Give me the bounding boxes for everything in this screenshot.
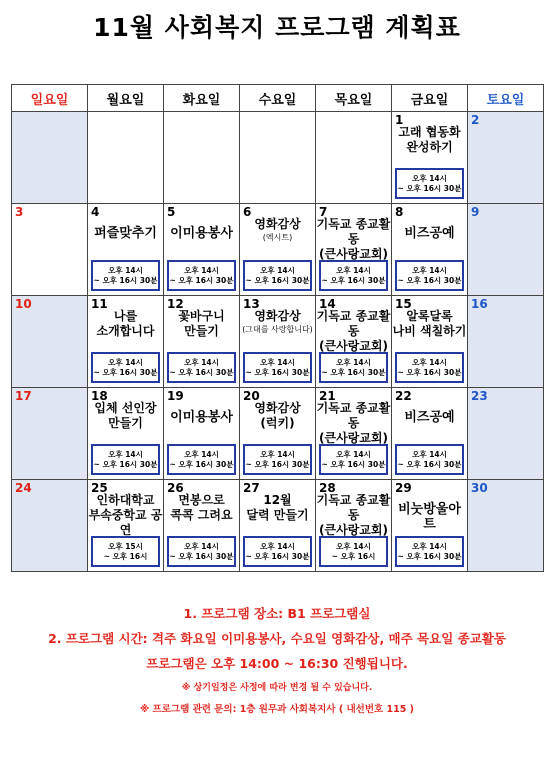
day-cell	[316, 388, 392, 480]
note-place: 1. 프로그램 장소: B1 프로그램실	[183, 606, 371, 621]
time-box	[167, 352, 236, 383]
day-cell	[164, 296, 240, 388]
day-cell	[164, 204, 240, 296]
time-line: ~ 오후 16시 30분	[169, 276, 234, 285]
day-cell	[240, 204, 316, 296]
program-line: 완성하기	[406, 140, 453, 154]
time-line: ~ 오후 16시	[103, 552, 148, 561]
time-line: 오후 14시	[336, 358, 371, 367]
day-number: 12	[167, 297, 184, 311]
day-number: 10	[15, 297, 32, 311]
day-cell	[88, 388, 164, 480]
weekday-saturday: 토요일	[468, 85, 544, 112]
program-name	[164, 410, 239, 425]
day-number: 9	[471, 205, 480, 219]
time-box	[167, 260, 236, 291]
time-box	[167, 536, 236, 567]
day-cell	[164, 112, 240, 204]
program-name	[240, 217, 315, 243]
day-cell	[12, 480, 88, 572]
time-line: ~ 오후 16시 30분	[169, 460, 234, 469]
day-cell	[240, 112, 316, 204]
program-name	[316, 309, 391, 354]
time-line: ~ 오후 16시 30분	[93, 460, 158, 469]
program-line: 기독교 종교활동	[316, 309, 391, 338]
day-number: 30	[471, 481, 488, 495]
day-cell	[88, 112, 164, 204]
time-line: ~ 오후 16시 30분	[321, 276, 386, 285]
time-line: 오후 14시	[108, 450, 143, 459]
day-number: 28	[319, 481, 336, 495]
program-line: 부속중학교 공연	[88, 508, 163, 537]
time-line: 오후 14시	[184, 542, 219, 551]
time-line: 오후 14시	[412, 450, 447, 459]
time-line: 오후 14시	[260, 358, 295, 367]
program-line: 비즈공예	[404, 410, 455, 425]
program-line: 나비 색칠하기	[392, 324, 467, 338]
time-line: ~ 오후 16시 30분	[93, 368, 158, 377]
page-title: 11월 사회복지 프로그램 계획표	[93, 13, 461, 42]
program-line: 영화감상	[254, 401, 301, 415]
day-number: 14	[319, 297, 336, 311]
day-cell	[316, 480, 392, 572]
time-line: ~ 오후 16시 30분	[397, 552, 462, 561]
day-cell	[12, 112, 88, 204]
program-line: (럭키)	[260, 416, 295, 430]
weekday-tuesday: 화요일	[164, 85, 240, 112]
time-line: ~ 오후 16시 30분	[245, 552, 310, 561]
time-line: ~ 오후 16시 30분	[321, 460, 386, 469]
note-time: 2. 프로그램 시간: 격주 화요일 이미용봉사, 수요일 영화감상, 매주 목요일 종교활동	[48, 631, 506, 646]
time-line: 오후 14시	[260, 450, 295, 459]
time-box	[243, 536, 312, 567]
day-cell	[88, 296, 164, 388]
time-box	[167, 444, 236, 475]
day-number: 21	[319, 389, 336, 403]
time-line: ~ 오후 16시 30분	[245, 368, 310, 377]
day-number: 24	[15, 481, 32, 495]
program-line: 퍼즐맞추기	[94, 226, 157, 241]
day-number: 19	[167, 389, 184, 403]
program-name	[164, 226, 239, 241]
time-line: 오후 14시	[184, 266, 219, 275]
day-cell	[392, 480, 468, 572]
program-name	[88, 226, 163, 241]
program-name	[392, 410, 467, 425]
day-number: 20	[243, 389, 260, 403]
program-subtitle: (그대를 사랑합니다)	[242, 325, 313, 334]
day-cell	[240, 296, 316, 388]
day-cell	[392, 296, 468, 388]
program-calendar	[11, 84, 544, 572]
program-line: 만들기	[184, 324, 219, 338]
program-name	[316, 217, 391, 262]
day-number: 6	[243, 205, 252, 219]
time-line: ~ 오후 16시 30분	[245, 276, 310, 285]
program-subtitle: (엑시트)	[262, 233, 293, 242]
day-cell	[392, 204, 468, 296]
week-row	[12, 296, 544, 388]
time-box	[91, 444, 160, 475]
time-box	[243, 352, 312, 383]
program-name	[240, 401, 315, 431]
program-line: 꽃바구니	[178, 309, 225, 323]
time-line: 오후 14시	[260, 266, 295, 275]
day-cell	[468, 204, 544, 296]
program-line: (큰사랑교회)	[319, 339, 388, 353]
program-name	[316, 493, 391, 538]
program-line: 소개합니다	[96, 324, 155, 338]
time-line: ~ 오후 16시 30분	[245, 460, 310, 469]
time-line: ~ 오후 16시 30분	[169, 552, 234, 561]
program-name	[240, 309, 315, 335]
time-box	[243, 260, 312, 291]
program-line: 고래 협동화	[398, 125, 461, 139]
weekday-header-row	[12, 85, 544, 112]
day-number: 8	[395, 205, 404, 219]
day-number: 23	[471, 389, 488, 403]
program-line: 입체 선인장	[94, 401, 157, 415]
time-box	[395, 260, 464, 291]
day-cell	[468, 480, 544, 572]
calendar-body	[12, 112, 544, 572]
time-line: 오후 14시	[412, 358, 447, 367]
day-number: 26	[167, 481, 184, 495]
time-line: 오후 14시	[108, 266, 143, 275]
program-line: 기독교 종교활동	[316, 217, 391, 246]
program-name	[316, 401, 391, 446]
day-number: 18	[91, 389, 108, 403]
day-cell	[12, 388, 88, 480]
time-box	[395, 444, 464, 475]
time-box	[319, 260, 388, 291]
time-box	[91, 352, 160, 383]
time-line: ~ 오후 16시 30분	[397, 184, 462, 193]
time-line: 오후 14시	[336, 266, 371, 275]
day-cell	[316, 204, 392, 296]
program-line: 콕콕 그려요	[170, 508, 233, 522]
time-line: 오후 14시	[260, 542, 295, 551]
time-line: ~ 오후 16시 30분	[93, 276, 158, 285]
weekday-wednesday: 수요일	[240, 85, 316, 112]
program-line: 나를	[113, 309, 138, 323]
program-line: 영화감상	[254, 217, 301, 231]
day-number: 13	[243, 297, 260, 311]
day-cell	[240, 388, 316, 480]
week-row	[12, 204, 544, 296]
program-line: 면봉으로	[178, 493, 225, 507]
program-line: 알록달록	[406, 309, 453, 323]
time-line: 오후 14시	[412, 174, 447, 183]
day-cell	[164, 388, 240, 480]
time-box	[91, 536, 160, 567]
program-name	[392, 502, 467, 532]
day-number: 27	[243, 481, 260, 495]
weekday-friday: 금요일	[392, 85, 468, 112]
time-box	[319, 444, 388, 475]
program-line: 12월	[263, 493, 292, 507]
day-number: 1	[395, 113, 404, 127]
time-line: 오후 14시	[412, 266, 447, 275]
program-line: 영화감상	[254, 309, 301, 323]
time-line: 오후 14시	[336, 450, 371, 459]
day-cell	[12, 296, 88, 388]
program-line: (큰사랑교회)	[319, 247, 388, 261]
time-box	[319, 536, 388, 567]
program-name	[392, 125, 467, 155]
day-cell	[468, 388, 544, 480]
time-line: ~ 오후 16시	[331, 552, 376, 561]
day-number: 11	[91, 297, 108, 311]
time-line: 오후 14시	[336, 542, 371, 551]
program-line: 달력 만들기	[246, 508, 309, 522]
program-name	[88, 309, 163, 339]
day-number: 2	[471, 113, 480, 127]
weekday-monday: 월요일	[88, 85, 164, 112]
time-line: ~ 오후 16시 30분	[321, 368, 386, 377]
time-line: ~ 오후 16시 30분	[397, 460, 462, 469]
program-line: 인하대학교	[96, 493, 155, 507]
time-box	[395, 168, 464, 199]
day-number: 5	[167, 205, 176, 219]
day-cell	[240, 480, 316, 572]
day-number: 17	[15, 389, 32, 403]
time-line: 오후 15시	[108, 542, 143, 551]
week-row	[12, 388, 544, 480]
day-number: 3	[15, 205, 24, 219]
program-line: 기독교 종교활동	[316, 401, 391, 430]
time-box	[395, 352, 464, 383]
day-number: 4	[91, 205, 100, 219]
program-name	[164, 309, 239, 339]
program-line: 비즈공예	[404, 226, 455, 241]
program-name	[392, 226, 467, 241]
day-number: 29	[395, 481, 412, 495]
note-contact: ※ 프로그램 관련 문의: 1층 원무과 사회복지사 ( 내선번호 115 )	[140, 704, 414, 715]
time-line: ~ 오후 16시 30분	[397, 276, 462, 285]
day-number: 7	[319, 205, 328, 219]
program-line: 이미용봉사	[170, 410, 233, 425]
day-cell	[316, 296, 392, 388]
time-line: 오후 14시	[184, 450, 219, 459]
weekday-sunday: 일요일	[12, 85, 88, 112]
program-line: 비눗방울아트	[398, 502, 461, 532]
day-cell	[392, 388, 468, 480]
program-line: 이미용봉사	[170, 226, 233, 241]
day-cell	[468, 112, 544, 204]
week-row	[12, 112, 544, 204]
program-line: 기독교 종교활동	[316, 493, 391, 522]
time-box	[243, 444, 312, 475]
day-cell	[468, 296, 544, 388]
note-notice: ※ 상기일정은 사정에 따라 변경 될 수 있습니다.	[181, 683, 373, 693]
time-line: ~ 오후 16시 30분	[169, 368, 234, 377]
day-number: 15	[395, 297, 412, 311]
time-line: ~ 오후 16시 30분	[397, 368, 462, 377]
notes	[0, 606, 554, 716]
day-cell	[88, 204, 164, 296]
note-hours: 프로그램은 오후 14:00 ~ 16:30 진행됩니다.	[146, 656, 408, 671]
day-cell	[392, 112, 468, 204]
day-number: 25	[91, 481, 108, 495]
day-cell	[88, 480, 164, 572]
time-line: 오후 14시	[412, 542, 447, 551]
program-line: (큰사랑교회)	[319, 523, 388, 537]
day-cell	[316, 112, 392, 204]
time-line: 오후 14시	[108, 358, 143, 367]
time-line: 오후 14시	[184, 358, 219, 367]
program-name	[240, 493, 315, 523]
time-box	[395, 536, 464, 567]
weekday-thursday: 목요일	[316, 85, 392, 112]
time-box	[91, 260, 160, 291]
program-name	[164, 493, 239, 523]
time-box	[319, 352, 388, 383]
day-cell	[12, 204, 88, 296]
week-row	[12, 480, 544, 572]
program-name	[88, 493, 163, 538]
program-line: (큰사랑교회)	[319, 431, 388, 445]
day-number: 22	[395, 389, 412, 403]
program-name	[88, 401, 163, 431]
day-number: 16	[471, 297, 488, 311]
day-cell	[164, 480, 240, 572]
program-line: 만들기	[108, 416, 143, 430]
program-name	[392, 309, 467, 339]
